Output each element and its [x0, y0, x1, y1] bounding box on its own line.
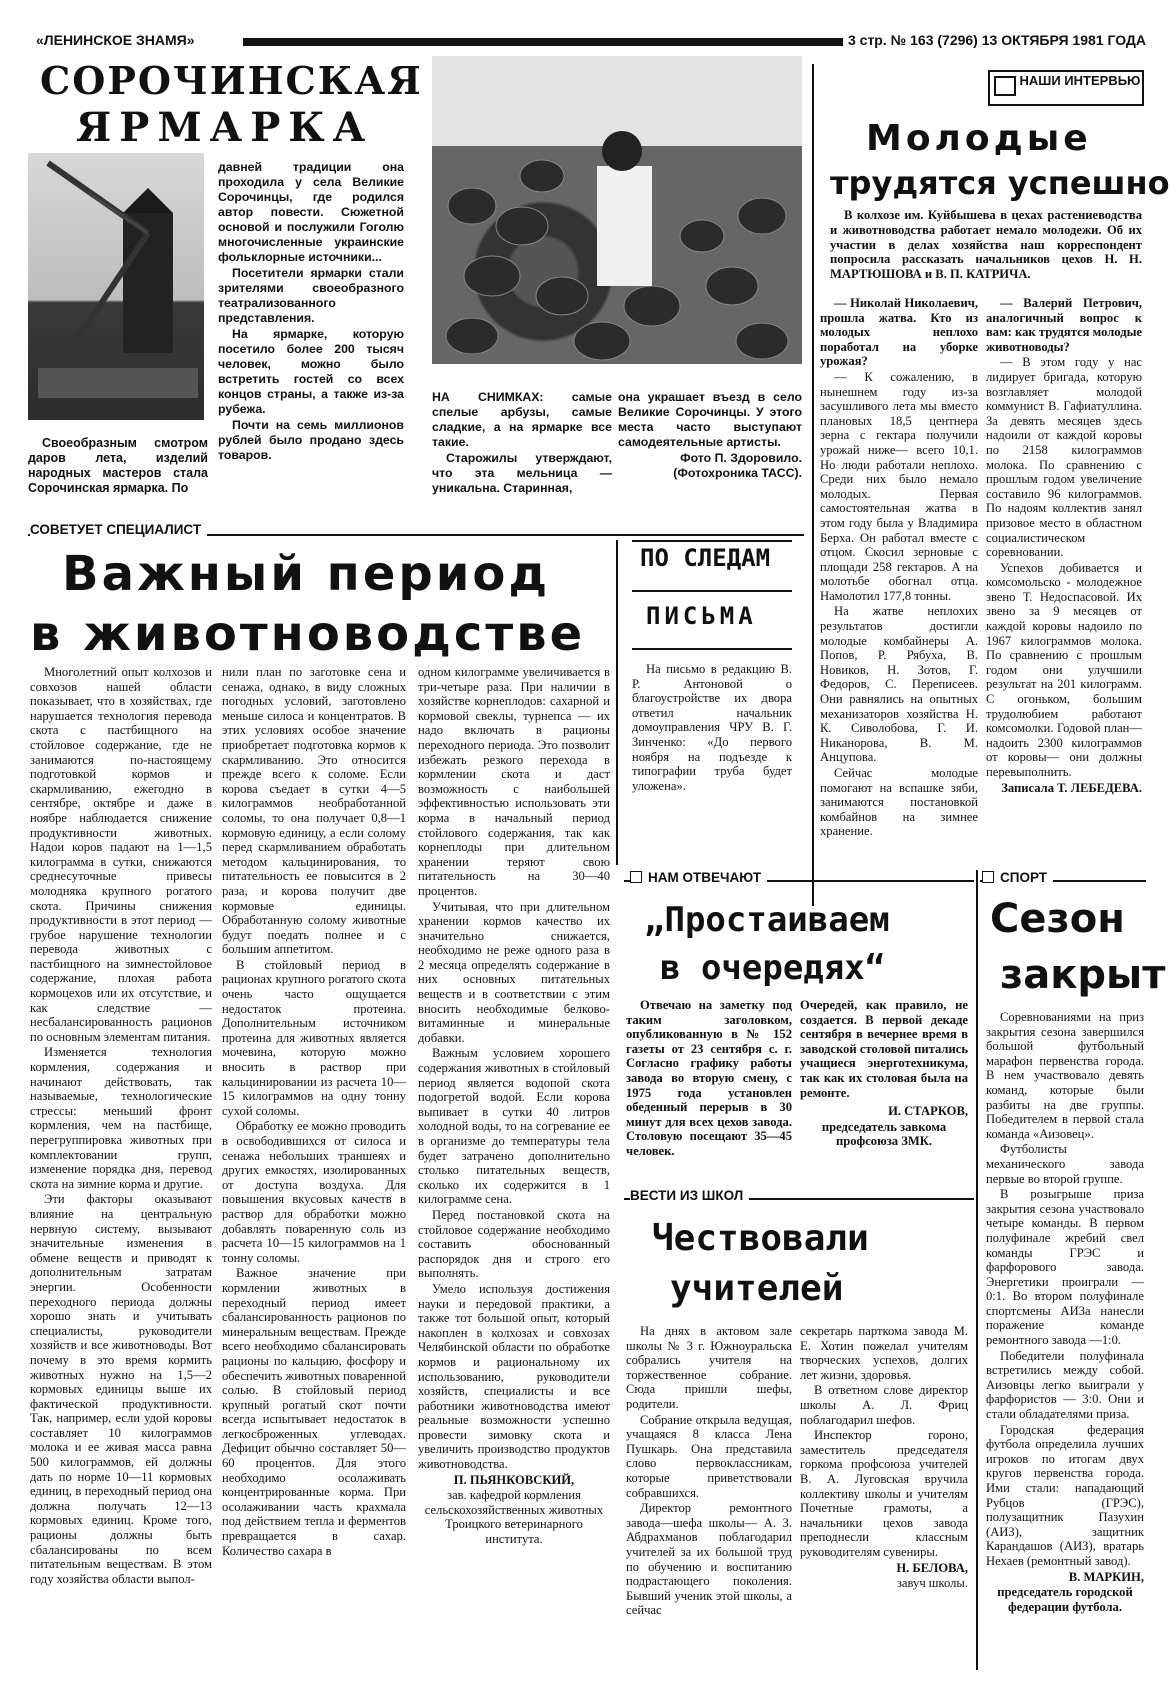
- answers-rubric: НАМ ОТВЕЧАЮТ: [630, 870, 767, 885]
- paper-name: «ЛЕНИНСКОЕ ЗНАМЯ»: [36, 32, 195, 48]
- specialist-title-line2: в животноводстве: [30, 606, 586, 662]
- answers-title-line1: „Простаиваем: [644, 900, 890, 940]
- interview-title-line2: трудятся успешно: [830, 164, 1170, 202]
- watermelon-photo: [432, 56, 802, 364]
- letter-divider: [616, 540, 618, 865]
- square-icon: [982, 871, 994, 883]
- masthead: [28, 30, 1146, 52]
- interview-title-line1: Молодые: [866, 118, 1092, 159]
- school-title-line1: Чествовали: [652, 1218, 869, 1259]
- interview-lead: В колхозе им. Куйбышева в цехах растениеводства и животноводства работает немало молодежи. Об их участии в делах хозяйства наш корреспондент попросила рассказать начальников цехов Н. Н. МАРТЮШОВА и В. П. КАТРИЧА.: [830, 208, 1142, 282]
- specialist-rubric: СОВЕТУЕТ СПЕЦИАЛИСТ: [30, 522, 207, 537]
- fair-middle-text: давней традиции она проходила у села Великие Сорочинцы, где родился автор повести. Сюжетной основой и послужили Гоголю многочисленные украинские фольклорные источники... Посетители ярмарки стали зрителями своеобразного театрализованного представления. На ярмарке, которую посетило более 200 тысяч человек, можно было встретить гостей со всех концов страны, а также из-за рубежа. Почти на семь миллионов рублей было продано здесь товаров.: [218, 160, 404, 462]
- tv-icon: [994, 76, 1016, 96]
- letter-text: На письмо в редакцию В. Р. Антоновой о благоустройстве их двора ответил начальник домоуправления ЧРУ В. Г. Зинченко: «До первого ноября на подъезде к типографии труба будет уложена».: [632, 662, 792, 793]
- interview-col1: — Николай Николаевич, прошла жатва. Кто из молодых неплохо поработал на уборке урожая? — К сожалению, в нынешнем году из-за засушливого лета мы вместо плановых 18,5 центнера зерна с гектара получили урожай ниже— всего 10,1. Но люди работали неплохо. Среди них было немало молодых. Первая самостоятельная жатва в этом году была у Владимира Берха. Он работал вместе с отцом. Скосил зерновые с площади 258 гектаров. А на молотьбе обогнал отца. Намолотил 177,8 тонны. На жатве неплохих результатов достигли молодые комбайнеры А. Попов, Р. Рябуха, В. Новиков, Н. Зотов, Г. Федоров, С. Переписеев. Они равнялись на опытных механизаторов хозяйства Н. К. Сиволобова, Г. И. Никанорова, В. М. Анцупова. Сейчас молодые помогают на вспашке зяби, занимаются постановкой комбайнов на зимнее хранение.: [820, 296, 978, 839]
- fair-caption-left: Своеобразным смотром даров лета, изделий народных мастеров стала Сорочинская ярмарка. По: [28, 436, 208, 495]
- fair-title-line1: СОРОЧИНСКАЯ: [40, 58, 423, 103]
- letter-rule-1: [632, 540, 792, 542]
- specialist-col1: Многолетний опыт колхозов и совхозов нашей области показывает, что в хозяйствах, где нарушается технология перевода скота с пастбищного на стойловое содержание, где не занимаются по-настоящему подготовкой кормов и скармливанию, ежегодно в сентябре, октябре и даже в ноябре наблюдается снижение продуктивности животных. Надои коров падают на 1—1,5 килограмма в сутки, снижаются среднесуточные привесы молодняка крупного рогатого скота. Причины снижения продуктивности в этот период — грубое нарушение технологии перевода животных с пастбищного на зимнестойловое содержание, плохая работа кормоцехов или их отсутствие, и как следствие — несбалансированность рационов по основным элементам питания. Изменяется технология кормления, содержания и начинают действовать, так называемые, технологические стрессы: меньший фронт кормления, чем на пастбище, перегруппировка животных при комплектовании групп, изменение порядка дня, перевод скота на зимние корма и другие. Эти факторы оказывают влияние на центральную нервную систему, вызывают значительные изменения в обмене веществ и приводят к дополнительным затратам энергии. Особенности переходного периода должны хорошо знать и учитывать специалисты, руководители хозяйств и все животноводы. Вот почему в это время кормить животных нужно на 1,5—2 кормовых единицы выше их фактической продуктивности. Так, например, если удой коровы составляет 10 килограммов молока и ее живая масса равна 500 килограммов, ей должны дать по норме 10—11 кормовых единиц, в переходный период она должна получать 12—13 кормовых единиц. Кроме того, рационы должны быть сбалансированы по всем питательным веществам. В этом году хозяйства области выпол-: [30, 665, 212, 1586]
- specialist-col2: нили план по заготовке сена и сенажа, однако, в виду сложных погодных условий, заготовлено меньше силоса и концентратов. В этих условиях особое значение приобретает подготовка кормов к скармливанию. Это относится прежде всего к соломе. Если корова съедает в сутки 4—5 килограммов необработанной соломы, то она получает 0,8—1 кормовую единицу, а если солому перед скармливанием обработать методом кальцинирования, то питательность ее повысится в 2 раза, и корова получит две кормовые единицы. Обработанную солому животные будут поедать полнее и с большим аппетитом. В стойловый период в рационах крупного рогатого скота очень часто ощущается недостаток протеина. Дополнительным источником протеина для животных является мочевина, которую можно вносить в раствор при кальцинировании из расчета 10—15 килограммов на одну тонну сухой соломы. Обработку ее можно проводить в освободившихся от силоса и сенажа небольших траншеях и других емкостях, изолированных от доступа воздуха. Для повышения вкусовых качеств в раствор для обработки можно добавлять поваренную соль из расчета 10—15 килограммов на 1 тонну соломы. Важное значение при кормлении животных в переходный период имеет сбалансированность рационов по минеральным веществам. Прежде всего необходимо сбалансировать рационы по кальцию, фосфору и обеспечить животных поваренной солью. В стойловый период крупный рогатый скот почти всегда испытывает недостаток в легкосброженных углеводах. Дефицит обычно составляет 50—60 процентов. Для этого необходимо осолаживать концентрированные корма. При осолаживании часть крахмала под действием тепла и ферментов превращается в сахар. Количество сахара в: [222, 665, 406, 1558]
- school-col2: секретарь парткома завода М. Е. Хотин пожелал учителям творческих успехов, долгих лет жизни, здоровья. В ответном слове директор школы А. Л. Фриц поблагодарил шефов. Инспектор гороно, заместитель председателя горкома профсоюза учителей В. А. Луговская вручила коллективу школы и учителям Почетные грамоты, а начальники цехов завода преподнесли классным руководителям сувениры. Н. БЕЛОВА, завуч школы.: [800, 1324, 968, 1591]
- sport-text: Соревнованиями на приз закрытия сезона завершился большой футбольный марафон первенства города. В нем участвовало девять команд, которые были разбиты на две группы. Победителем в первой стала команда «Аизовец». Футболисты механического завода первые во второй группе. В розыгрыше приза закрытия сезона участвовало четыре команды. В первом полуфинале жребий свел команды ГРЭС и фарфорового завода. Энергетики проиграли — 0:1. Во втором полуфинале спортсмены АИЗа нанесли поражение команде ремонтного завода —1:0. Победители полуфинала встретились между собой. Аизовцы легко выиграли у фарфористов — 3:0. Они и стали обладателями приза. Городская федерация футбола определила лучших игроков по итогам двух кругов первенства города. Ими стали: нападающий Рубцов (ГРЭС), полузащитник Пазухин (АИЗ), защитник Карандашов (АИЗ), вратарь Нехаев (ремонтный завод). В. МАРКИН, председатель городской федерации футбола.: [986, 1010, 1144, 1614]
- specialist-col3: одном килограмме увеличивается в три-четыре раза. При наличии в хозяйстве корнеплодов: сахарной и кормовой свеклы, турнепса — их надо включать в рационы переходного периода. Это позволит избежать резкого перехода в кормлении скота и даст возможность с наибольшей эффективностью использовать эти корма в начальный период стойлового содержания, так как корнеплоды при длительном хранении теряют свою питательность на 30—40 процентов. Учитывая, что при длительном хранении кормов качество их значительно снижается, необходимо не реже одного раза в 2 месяца определять содержание в них основных питательных веществ и в соответствии с этим вносить необходимые белково-витаминные и минеральные добавки. Важным условием хорошего содержания животных в стойловый период является водопой скота подогретой водой. Если корова выпивает в сутки 40 литров холодной воды, то на согревание ее в организме до температуры тела будет затрачено дополнительно столько питательных веществ, сколько их содержится в 1 килограмме сена. Перед постановкой скота на стойловое содержание необходимо составить обоснованный распорядок дня и строго его выполнять. Умело используя достижения науки и передовой практики, а также тот большой опыт, который накоплен в колхозах и совхозах Челябинской области по обработке кормов и рациональному их использованию, руководители хозяйств, специалисты и все работники животноводства имеют реальные возможности успешно провести зимовку скота и увеличить производство продуктов животноводства. П. ПЬЯНКОВСКИЙ, зав. кафедрой кормления сельскохозяйственных животных Троицкого ветеринарного института.: [418, 665, 610, 1547]
- letter-rule-3: [632, 648, 792, 650]
- interview-rubric: НАШИ ИНТЕРВЬЮ: [988, 70, 1144, 106]
- square-icon: [630, 871, 642, 883]
- school-col1: На днях в актовом зале школы № 3 г. Южноуральска собрались учителя на торжественное собрание. Сюда пришли шефы, родители. Собрание открыла ведущая, учащаяся 8 класса Лена Пушкарь. Она представила слово первоклассникам, которые приветствовали собравшихся. Директор ремонтного завода—шефа школы— А. З. Абдрахманов поблагодарил учителей за их большой труд по обучению и воспитанию подрастающего поколения. Бывший ученик этой школы, а сейчас: [626, 1324, 792, 1618]
- answers-col2: Очередей, как правило, не создается. В первой декаде сентября в вечернее время в заводской столовой питались учащиеся энерготехникума, так как их столовая была на ремонте. И. СТАРКОВ, председатель завкома профсоюза ЗМК.: [800, 998, 968, 1149]
- fair-right-caption: она украшает въезд в село Великие Сорочинцы. У этого места часто выступают самодеятельные артисты. Фото П. Здоровило. (Фотохроника ТАСС).: [618, 390, 802, 480]
- column-divider-top: [812, 64, 814, 906]
- windmill-photo: [28, 153, 204, 420]
- na-snimkah-text: НА СНИМКАХ: самые спелые арбузы, самые сладкие, а на ярмарке все такие. Старожилы утверждают, что эта мельница — уникальна. Старинная,: [432, 390, 612, 495]
- sport-divider: [976, 870, 978, 1670]
- school-title-line2: учителей: [670, 1268, 844, 1309]
- issue-info: 3 стр. № 163 (7296) 13 ОКТЯБРЯ 1981 ГОДА: [847, 32, 1146, 48]
- sport-rubric: СПОРТ: [982, 870, 1053, 885]
- letter-rule-2: [632, 590, 792, 592]
- letter-rubric-line2: ПИСЬМА: [646, 602, 757, 630]
- sport-title-line1: Сезон: [990, 896, 1125, 942]
- answers-title-line2: в очередях“: [660, 948, 886, 988]
- sport-title-line2: закрыт: [1000, 952, 1166, 998]
- masthead-rule: [243, 38, 843, 46]
- interview-col2: — Валерий Петрович, аналогичный вопрос к вам: как трудятся молодые животноводы? — В этом году у нас лидирует бригада, которую возглавляет молодой коммунист В. Гафиатуллина. За девять месяцев здесь надоили от каждой коровы по 2158 килограммов молока. По сравнению с прошлым годом увеличение составило 96 килограммов. По надоям коллектив занял призовое место в областном социалистическом соревновании. Успехов добивается и комсомольско - молодежное звено Т. Недоспасовой. Их звено за 9 месяцев от каждой коровы надоило по 1967 килограммов молока. По сравнению с прошлым годом они улучшили результат на 201 килограмм. С огоньком, большим трудолюбием работают комсомолки. Годовой план— надоить 2300 килограммов от коровы— они должны перевыполнить. Записала Т. ЛЕБЕДЕВА.: [986, 296, 1142, 795]
- answers-col1: Отвечаю на заметку под таким заголовком, опубликованную в № 152 газеты от 23 сентября с. г. Согласно графику работы завода во вторую смену, с 1975 года установлен обеденный перерыв в 30 минут для всех цехов завода. Столовую посещают 35—45 человек.: [626, 998, 792, 1158]
- fair-title-line2: ЯРМАРКА: [76, 104, 374, 151]
- school-rubric: ВЕСТИ ИЗ ШКОЛ: [630, 1188, 749, 1203]
- letter-rubric-line1: ПО СЛЕДАМ: [640, 544, 771, 572]
- specialist-title-line1: Важный период: [62, 546, 551, 602]
